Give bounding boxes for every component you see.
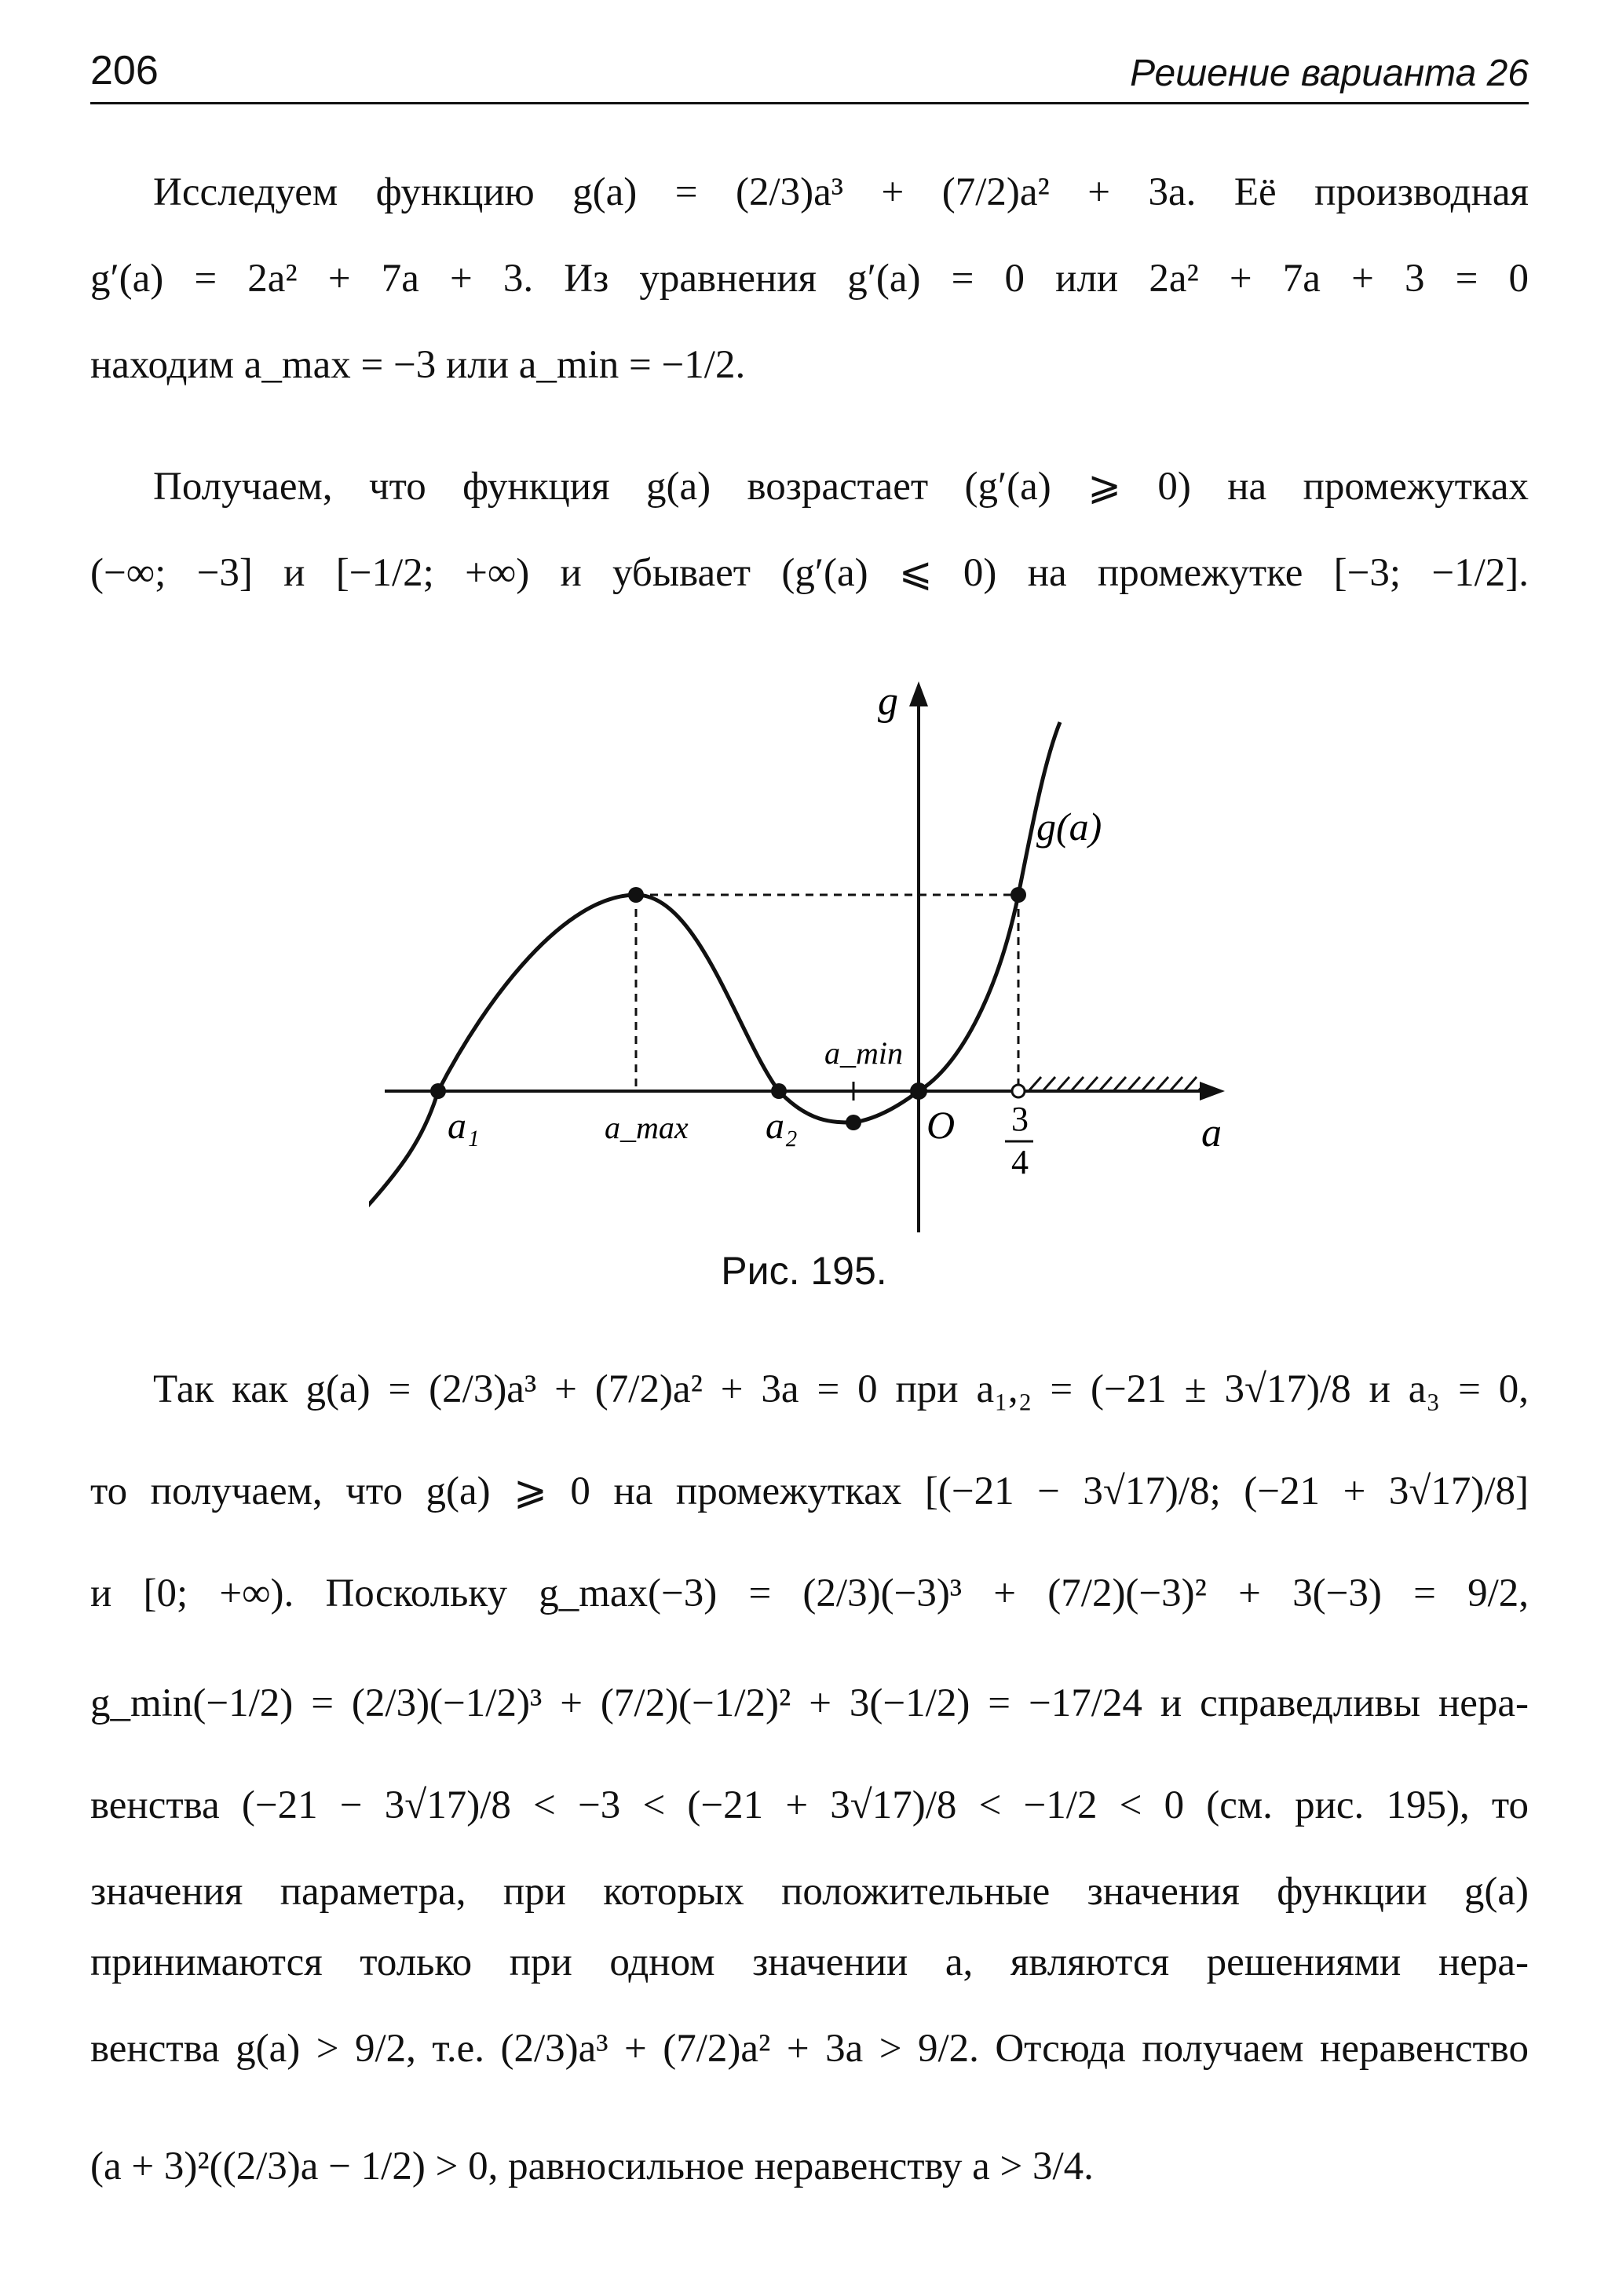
text-line-5: (−∞; −3] и [−1/2; +∞) и убывает (g′(a) ⩽ 0) на промежутке [−3; −1/2]. [90, 551, 1529, 595]
text-line-4: Получаем, что функция g(a) возрастает (g′(a) ⩾ 0) на промежутках [153, 465, 1529, 509]
figure-caption: Рис. 195. [721, 1249, 887, 1293]
label-amin: a_min [824, 1035, 903, 1071]
hatch-mark [1142, 1077, 1154, 1091]
hatch-mark [1057, 1077, 1069, 1091]
page-header [90, 47, 1529, 104]
open-point-three-quarters [1012, 1085, 1025, 1097]
page-number: 206 [90, 48, 159, 93]
hatch-mark [1113, 1077, 1126, 1091]
hatched-region [1029, 1077, 1211, 1091]
label-y-axis: g [878, 679, 898, 724]
text-line-14: (a + 3)²((2/3)a − 1/2) > 0, равносильное неравенству a > 3/4. [90, 2145, 1094, 2188]
label-three-quarters-den: 4 [1011, 1143, 1029, 1181]
text-line-9: g_min(−1/2) = (2/3)(−1/2)³ + (7/2)(−1/2)² + 3(−1/2) = −17/24 и справедливы нера- [90, 1681, 1529, 1725]
label-a2: a₂ [766, 1105, 798, 1147]
hatch-mark [1127, 1077, 1140, 1091]
text-line-6: Так как g(a) = (2/3)a³ + (7/2)a² + 3a = 0 при a₁,₂ = (−21 ± 3√17)/8 и a₃ = 0, [153, 1367, 1529, 1411]
figure-195 [369, 667, 1248, 1232]
point-amax [628, 887, 644, 903]
point-a1 [430, 1083, 446, 1099]
label-amax: a_max [605, 1110, 689, 1145]
point-a2 [771, 1083, 787, 1099]
label-origin: O [926, 1103, 956, 1147]
label-a1: a₁ [448, 1105, 480, 1147]
text-line-7: то получаем, что g(a) ⩾ 0 на промежутках [(−21 − 3√17)/8; (−21 + 3√17)/8] [90, 1469, 1529, 1513]
text-line-3: находим a_max = −3 или a_min = −1/2. [90, 343, 746, 387]
text-line-8: и [0; +∞). Поскольку g_max(−3) = (2/3)(−3)³ + (7/2)(−3)² + 3(−3) = 9/2, [90, 1571, 1529, 1615]
hatch-mark [1156, 1077, 1168, 1091]
label-x-axis: a [1201, 1111, 1222, 1155]
hatch-mark [1043, 1077, 1055, 1091]
function-graph [369, 667, 1248, 1232]
text-line-2: g′(a) = 2a² + 7a + 3. Из уравнения g′(a) = 0 или 2a² + 7a + 3 = 0 [90, 257, 1529, 301]
y-axis-arrow [909, 681, 928, 706]
text-line-1: Исследуем функцию g(a) = (2/3)a³ + (7/2)a² + 3a. Её производная [153, 170, 1529, 214]
hatch-mark [1071, 1077, 1084, 1091]
hatch-mark [1029, 1077, 1041, 1091]
text-line-12: принимаются только при одном значении a, являются решениями нера- [90, 1940, 1529, 1984]
label-curve: g(a) [1036, 805, 1102, 849]
hatch-mark [1170, 1077, 1182, 1091]
x-axis-arrow [1200, 1082, 1225, 1101]
point-origin [910, 1082, 927, 1100]
label-three-quarters-num: 3 [1011, 1100, 1029, 1138]
text-line-13: венства g(a) > 9/2, т.е. (2/3)a³ + (7/2)a² + 3a > 9/2. Отсюда получаем неравенство [90, 2027, 1529, 2071]
hatch-mark [1099, 1077, 1112, 1091]
text-line-10: венства (−21 − 3√17)/8 < −3 < (−21 + 3√17)/8 < −1/2 < 0 (см. рис. 195), то [90, 1783, 1529, 1827]
hatch-mark [1085, 1077, 1098, 1091]
point-amin [846, 1115, 861, 1130]
hatch-mark [1184, 1077, 1197, 1091]
text-line-11: значения параметра, при которых положительные значения функции g(a) [90, 1870, 1529, 1914]
point-top-right [1010, 887, 1026, 903]
running-title: Решение варианта 26 [1130, 53, 1529, 94]
